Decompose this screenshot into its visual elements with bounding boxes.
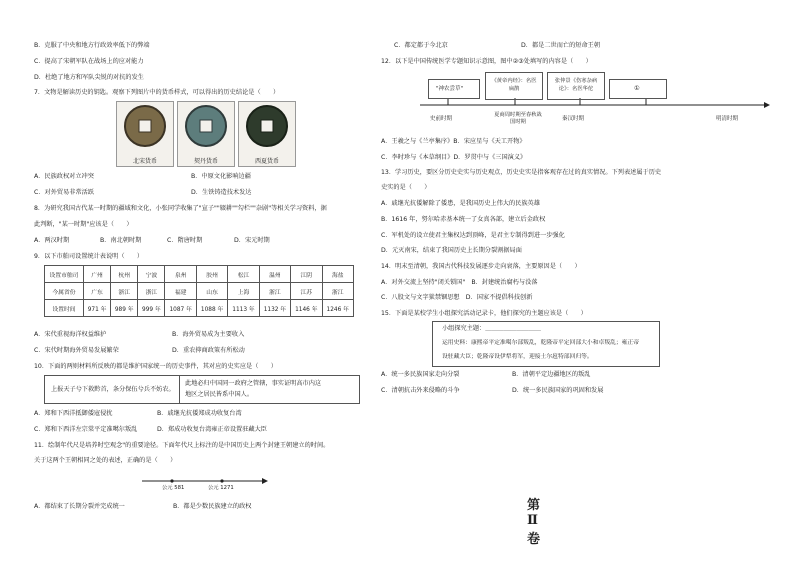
q8-option-a: A．两汉时期	[34, 237, 70, 244]
period-label: 明清时期	[716, 116, 739, 122]
coin-khitan	[177, 101, 235, 167]
question-11-line1: 11．绘制年代尺是培养时空观念"的重要途径。下面年代尺上标注的是中国历史上两个封建王朝建立的时间。	[34, 442, 330, 449]
table-cell: 浙江	[138, 283, 165, 300]
period-label: 史前时期	[430, 116, 453, 122]
table-cell: 福建	[165, 283, 196, 300]
table-cell: 山东	[196, 283, 227, 300]
question-15: 15．下面是某校学生小组探究活动记录卡，他们探究的主题应该是（ ）	[381, 310, 587, 317]
q7-option-b: B．中原文化影响边疆	[191, 173, 251, 180]
q15-option-b: B．清朝平定边疆地区的叛乱	[512, 371, 591, 378]
coin-images	[116, 101, 294, 165]
table-cell: 999 年	[138, 300, 165, 317]
diagram-box-1	[428, 79, 480, 99]
table-cell: 971 年	[83, 300, 110, 317]
table-cell: 1132 年	[259, 300, 290, 317]
q8-option-d: D．宋元时期	[234, 237, 270, 244]
table-cell: 设置时间	[45, 300, 84, 317]
table-cell: 海盐	[322, 266, 353, 283]
table-cell: 1146 年	[291, 300, 322, 317]
question-8-line2: 此判断，"某一时期"应该是（ ）	[34, 221, 133, 228]
question-11-line2: 关于这两个王朝相同之处的表述，正确的是（ ）	[34, 457, 177, 464]
table-cell: 1113 年	[228, 300, 259, 317]
diagram-box-text: 《黄帝内经》：名医扁鹊	[491, 78, 537, 92]
q7-option-a: A．民族政权对立冲突	[34, 173, 94, 180]
coin-icon	[239, 102, 295, 152]
diagram-axis	[418, 98, 772, 112]
table-cell: 1246 年	[322, 300, 353, 317]
q7-option-d: D．生铁铸造技术发达	[191, 189, 252, 196]
table-cell: 温州	[259, 266, 290, 283]
question-13-line2: 史实的是（ ）	[381, 184, 431, 191]
table-cell: 松江	[228, 266, 259, 283]
table-cell: 宁波	[138, 266, 165, 283]
coin-western-xia	[238, 101, 296, 167]
material-1-text: 上报天子兮下救黔首，条分保伍兮兵不妨农。	[51, 386, 175, 393]
table-cell: 江阴	[291, 266, 322, 283]
q9-option-b: B．海外贸易成为主要收入	[172, 331, 245, 338]
q15-option-c: C．清朝抗击外来侵略的斗争	[381, 387, 460, 394]
question-12: 12．以下是中国传统医学专题知识示意图，图中②③处填写的内容是（ ）	[381, 58, 592, 65]
q11-option-b: B．都是少数民族建立的政权	[173, 503, 252, 510]
table-cell: 浙江	[259, 283, 290, 300]
q15-option-d: D．统一多民族国家的巩固和发展	[512, 387, 604, 394]
q6-option-d: D．杜绝了地方和军队尖锐的对抗的发生	[34, 74, 144, 81]
question-7: 7．文物是解读历史的钥匙。观察下列图片中的货币样式，可以得出的历史结论是（ ）	[34, 89, 280, 96]
trade-office-table	[44, 265, 354, 317]
table-row	[45, 283, 354, 300]
table-cell: 杭州	[111, 266, 138, 283]
table-cell: 胶州	[196, 266, 227, 283]
question-14: 14．明末至清朝，我国古代科技发展逐步走向衰落，主要原因是（ ）	[381, 263, 581, 270]
table-cell: 广东	[83, 283, 110, 300]
timeline-label-1271: 公元 1271	[208, 485, 234, 491]
table-row	[45, 300, 354, 317]
year-timeline	[140, 473, 270, 495]
q13-option-a: A．戚继光抗倭解除了倭患，是我国历史上伟大的民族英雄	[381, 200, 540, 207]
q11-option-d: D．都是二世而亡的短命王朝	[521, 42, 601, 49]
material-2-line1: 此地必归中国同一政府之管辖，事实证明高市内这	[185, 380, 322, 387]
coin-caption: 西夏货币	[254, 158, 279, 165]
q6-option-b: B．克服了中央和地方行政效率低下的弊端	[34, 42, 150, 49]
table-cell: 广州	[83, 266, 110, 283]
q10-option-d: D．郑成功收复台湾雍正帝设置驻藏大臣	[157, 426, 267, 433]
diagram-box-text: 张仲景《伤寒杂病论》：名医华佗	[554, 78, 598, 92]
q8-option-c: C．隋唐时期	[167, 237, 203, 244]
question-8-line1: 8．为研究我国古代某一时期的疆域和文化，小张同学收集了"宣子""辍耕""勾栏""杂剧"等相关学习资料，据	[34, 205, 327, 212]
coin-caption: 契丹货币	[193, 158, 218, 165]
q13-option-d: D．元灭南宋，结束了我国历史上长期分裂割据局面	[381, 247, 522, 254]
table-cell: 泉州	[165, 266, 196, 283]
table-cell: 浙江	[111, 283, 138, 300]
card-material-line1: 运用史料：康熙帝平定准噶尔部叛乱，乾隆帝平定回部大小和卓叛乱；雍正帝	[442, 340, 640, 346]
section-title: 第Ⅱ卷	[527, 498, 541, 547]
question-13-line1: 13．学习历史，要区分历史史实与历史观点，历史史实是指客观存在过的真实情况。下列表述属于历史	[381, 169, 662, 176]
diagram-box-text: "神农尝草"	[436, 86, 464, 92]
table-cell: 1088 年	[196, 300, 227, 317]
card-material-line2: 设驻藏大臣；乾隆帝设伊犁将军，迎接土尔扈特部回归等。	[442, 354, 593, 360]
q11-option-a: A．都结束了长期分裂并完成统一	[34, 503, 125, 510]
q10-option-c: C．郑和下西洋左宗棠平定准噶尔叛乱	[34, 426, 138, 433]
coin-icon	[178, 102, 234, 152]
q15-option-a: A．统一多民族国家走向分裂	[381, 371, 460, 378]
q14-options-cd: C．八股文与文字狱禁锢思想 D．国家不提倡科技创新	[381, 294, 533, 301]
diagram-box-text: ①	[634, 85, 640, 92]
table-cell: 989 年	[111, 300, 138, 317]
table-cell: 上海	[228, 283, 259, 300]
table-cell: 浙江	[322, 283, 353, 300]
q14-options-ab: A．对外交流上坚持"闭关锁国" B．封建统治腐朽与没落	[381, 279, 538, 286]
table-cell: 设置市舶司	[45, 266, 84, 283]
table-row	[45, 266, 354, 283]
q7-option-c: C．对外贸易非常活跃	[34, 189, 95, 196]
table-cell: 1087 年	[165, 300, 196, 317]
q12-options-cd: C．李时珍与《本草纲目》D．罗贯中与《三国演义》	[381, 154, 527, 161]
q10-option-a: A．郑和下西洋抵御倭寇侵扰	[34, 410, 113, 417]
q6-option-c: C．提高了宋朝军队在战场上的应对能力	[34, 58, 144, 65]
material-2-line2: 地区之居民皆系中国人。	[185, 391, 254, 398]
q12-options-ab: A．王羲之与《兰亭集序》B．宋应星与《天工开物》	[381, 138, 526, 145]
table-cell: 今属省份	[45, 283, 84, 300]
q10-option-b: B．戚继光抗倭郑成功收复台湾	[157, 410, 242, 417]
q11-option-c: C．都定都于今北京	[394, 42, 448, 49]
q9-option-c: C．宋代时期海外贸易发展繁荣	[34, 347, 119, 354]
diagram-box-3	[547, 72, 605, 100]
timeline-label-581: 公元 581	[162, 485, 185, 491]
diagram-box-2	[485, 72, 543, 100]
period-label: 秦汉时期	[562, 116, 585, 122]
coin-icon	[117, 102, 173, 152]
period-label: 夏商周时期至春秋战国时期	[494, 112, 542, 125]
card-topic: 小组探究主题：＿＿＿＿＿＿＿＿＿	[442, 325, 541, 332]
question-10: 10．下面的两则材料所反映的都是维护国家统一的历史事件，其对应的史实应是（ ）	[34, 363, 277, 370]
coin-caption: 北宋货币	[132, 158, 157, 165]
coin-northern-song	[116, 101, 174, 167]
q10-material-box	[44, 375, 360, 404]
q13-option-b: B．1616 年，努尔哈赤基本统一了女真各部，建立后金政权	[381, 216, 546, 223]
table-cell: 江苏	[291, 283, 322, 300]
q13-option-c: C．军机处的设立使君主集权达到顶峰，是君主专制得到进一步强化	[381, 232, 565, 239]
q8-option-b: B．南北朝时期	[100, 237, 142, 244]
question-9: 9．以下市舶司设置统计表说明（ ）	[34, 253, 144, 260]
activity-record-card	[432, 321, 660, 367]
q9-option-d: D．重农抑商政策有所松动	[172, 347, 245, 354]
q9-option-a: A．宋代重视海洋权益维护	[34, 331, 107, 338]
material-left	[45, 376, 180, 403]
diagram-box-4	[609, 79, 667, 99]
